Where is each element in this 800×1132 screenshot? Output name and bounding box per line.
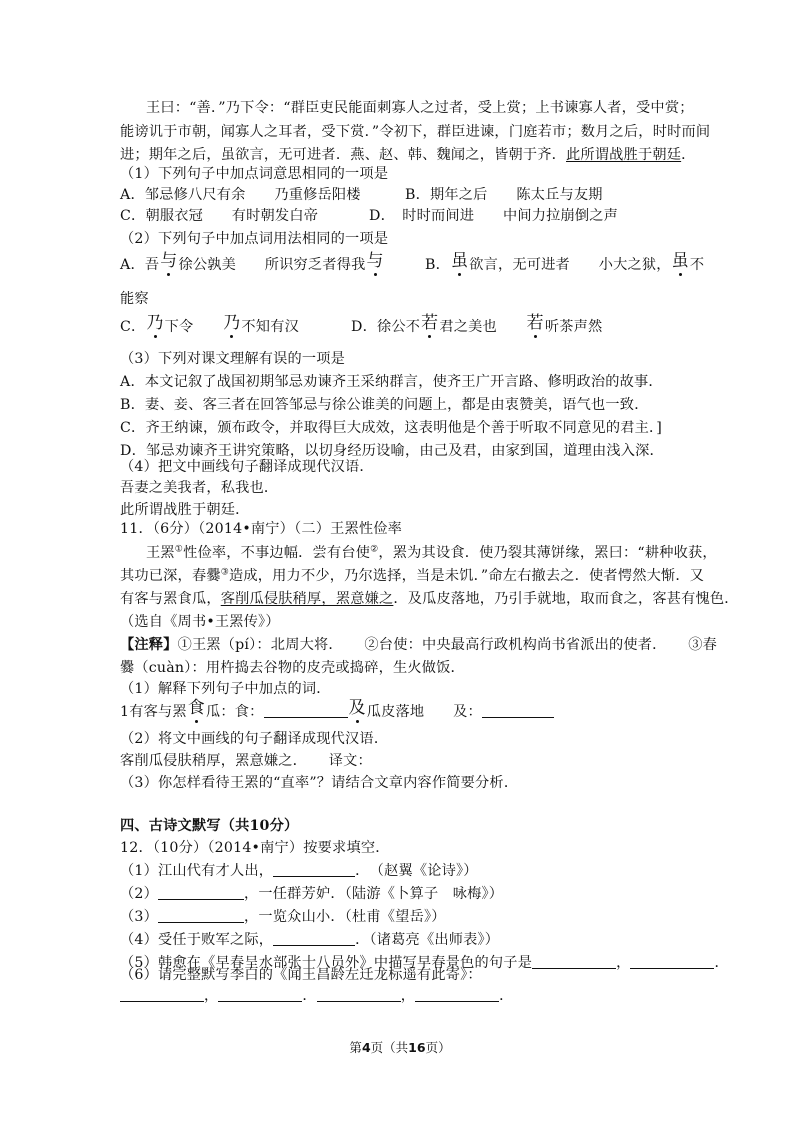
dotted-word: 与: [160, 251, 178, 271]
q1-stem: （1）下列句子中加点词意思相同的一项是: [120, 166, 389, 182]
answer-blank[interactable]: [482, 703, 554, 718]
underlined-sentence: 客削瓜侵肤稍厚，罴意嫌之: [220, 591, 394, 607]
answer-blank[interactable]: [273, 931, 355, 946]
answer-blank[interactable]: [415, 987, 499, 1002]
underlined-sentence: 此所谓战胜于朝廷: [566, 147, 682, 163]
answer-blank[interactable]: [273, 862, 355, 877]
q12-stem: 12．（10分）（2014•南宁）按要求填空．: [120, 840, 390, 856]
q3-option-a: A．本文记叙了战国初期邹忌劝谏齐王采纳群言，使齐王广开言路、修明政治的故事．: [120, 374, 663, 390]
q3-option-d: D．邹忌劝谏齐王讲究策略，以切身经历设喻，由己及君，由家到国，道理由浅入深．: [120, 443, 664, 459]
answer-blank[interactable]: [630, 954, 714, 969]
answer-blank[interactable]: [264, 703, 348, 718]
answer-blank[interactable]: [158, 908, 244, 923]
q11-para-line2: 其功已深，春爨③造成，用力不少，乃尔选择，当是未饥．”命左右撤去之．使者愕然大惭．又: [120, 567, 705, 584]
passage1-line3: 进；期年之后，虽欲言，无可进者．燕、赵、韩、魏闻之，皆朝于齐．此所谓战胜于朝廷．: [120, 147, 696, 163]
q2-option-d: D．徐公不若君之美也 若听茶声然: [351, 313, 603, 335]
q12-item-3: （3） ，一览众山小．（杜甫《望岳》）: [120, 909, 446, 925]
passage1-line2: 能谤讥于市朝，闻寡人之耳者，受下赏．”令初下，群臣进谏，门庭若市；数月之后，时时而间: [120, 124, 711, 140]
answer-blank[interactable]: [317, 987, 401, 1002]
page-number: 4: [361, 1040, 371, 1055]
q11-para-line3: 有客与罴食瓜，客削瓜侵肤稍厚，罴意嫌之．及瓜皮落地，乃引手就地，取而食之，客甚有愧色．: [120, 591, 739, 607]
total-pages: 16: [408, 1040, 426, 1055]
q3-option-b: B．妻、妾、客三者在回答邹忌与徐公谁美的问题上，都是由衷赞美，语气也一致．: [120, 397, 649, 413]
dotted-word: 食: [187, 698, 205, 718]
q12-item-6-blanks: ， ． ， ．: [120, 987, 514, 1005]
q2-option-b: B．虽欲言，无可进者 小大之狱，虽不: [425, 251, 705, 273]
q11-note-line1: 【注释】①王罴（pí）：北周大将． ②台使：中央最高行政机构尚书省派出的使者． ③春: [120, 637, 718, 653]
q11-sub2-stem: （2）将文中画线的句子翻译成现代汉语．: [120, 731, 389, 747]
dotted-word: 虽: [671, 251, 689, 271]
answer-blank[interactable]: [532, 954, 616, 969]
q12-item-5: （5）韩愈在《早春呈水部张十八员外》中描写早春景色的句子是 ， ．: [120, 955, 729, 971]
page-footer: 第4页（共16页）: [349, 1040, 451, 1055]
q11-title: 11．（6分）（2014•南宁）（二）王罴性俭率: [120, 521, 403, 537]
q4-sentence-2: 此所谓战胜于朝廷．: [120, 502, 250, 518]
dotted-word: 与: [366, 251, 384, 271]
section4-title: 四、古诗文默写（共10分）: [120, 818, 299, 834]
dotted-word: 虽: [451, 251, 469, 271]
q12-item-6: （6）请完整默写李白的《闻王昌龄左迁龙标遥有此寄》：: [120, 967, 482, 983]
q12-item-4: （4）受任于败军之际， ．（诸葛亮《出师表》）: [120, 932, 500, 948]
answer-blank[interactable]: [218, 987, 302, 1002]
passage1-line1: 王曰：“善．”乃下令：“群臣吏民能面刺寡人之过者，受上赏；上书谏寡人者，受中赏；: [146, 100, 694, 116]
q1-option-a: A．邹忌修八尺有余 乃重修岳阳楼: [120, 187, 361, 203]
q2-option-b-continued: 能察: [120, 291, 149, 307]
q1-option-d: D． 时时而间进 中间力拉崩倒之声: [369, 208, 619, 224]
q1-option-b: B．期年之后 陈太丘与友期: [405, 187, 603, 203]
dotted-word: 乃: [146, 313, 164, 333]
q11-para-line1: 王罴①性俭率，不事边幅．尝有台使②，罴为其设食．使乃裂其薄饼缘，罴曰：“耕种收获，: [146, 544, 717, 561]
dotted-word: 若: [421, 313, 439, 333]
q4-sentence-1: 吾妻之美我者，私我也．: [120, 480, 279, 496]
q2-stem: （2）下列句子中加点词用法相同的一项是: [120, 231, 389, 247]
q11-sub1-line: 1有客与罴食瓜：食： 及瓜皮落地 及：: [120, 702, 554, 721]
q11-note-line2: 爨（cuàn）：用杵捣去谷物的皮壳或捣碎，生火做饭．: [120, 660, 465, 676]
q1-option-c: C．朝服衣冠 有时朝发白帝: [120, 208, 319, 224]
q11-sub3-stem: （3）你怎样看待王罴的“直率”？请结合文章内容作简要分析．: [120, 775, 519, 791]
q2-option-c: C．乃下令 乃不知有汉: [120, 313, 299, 335]
q11-source: （选自《周书•王罴传》）: [120, 614, 280, 630]
dotted-word: 若: [526, 313, 544, 333]
q3-option-c: C．齐王纳谏，颁布政令，并取得巨大成效，这表明他是个善于听取不同意见的君主．]: [120, 420, 663, 436]
q4-stem: （4）把文中画线句子翻译成现代汉语．: [120, 459, 374, 475]
q12-item-2: （2） ，一任群芳妒．（陆游《卜算子 咏梅》）: [120, 886, 504, 902]
q11-sub1-stem: （1）解释下列句子中加点的词．: [120, 681, 331, 697]
q2-option-a: A．吾与徐公孰美 所识穷乏者得我与: [120, 251, 384, 273]
q12-item-1: （1）江山代有才人出， ． （赵翼《论诗》）: [120, 863, 478, 879]
dotted-word: 及: [348, 698, 366, 718]
answer-blank[interactable]: [158, 885, 244, 900]
q3-stem: （3）下列对课文理解有误的一项是: [120, 351, 346, 367]
q11-sub2-line: 客削瓜侵肤稍厚，罴意嫌之． 译文：: [120, 753, 372, 769]
answer-blank[interactable]: [120, 987, 204, 1002]
dotted-word: 乃: [223, 313, 241, 333]
